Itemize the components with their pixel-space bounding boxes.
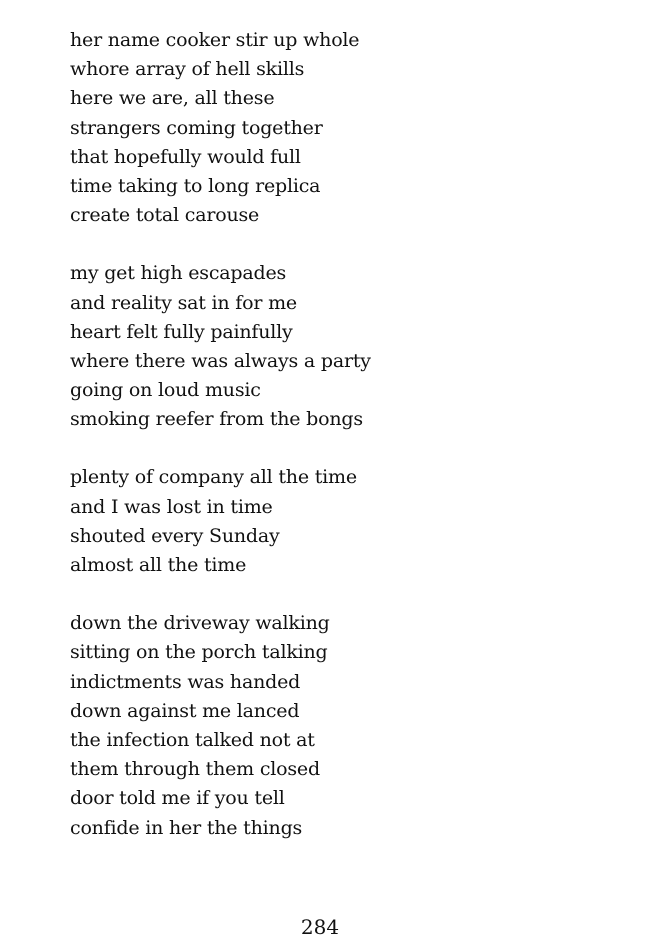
poem-line: going on loud music [70, 379, 261, 402]
poem-line: where there was always a party [70, 349, 371, 372]
poem-line: smoking reefer from the bongs [70, 408, 363, 431]
poem-line: whore array of hell skills [70, 58, 305, 81]
poem-text [70, 26, 590, 872]
poem-line: confide in her the things [70, 816, 303, 839]
poem-line: here we are, all these [70, 87, 275, 110]
stanza-1 [70, 26, 590, 230]
poem-line: them through them closed [70, 758, 320, 781]
poem-line: almost all the time [70, 554, 247, 576]
stanza-3 [70, 463, 590, 580]
poem-line: and I was lost in time [70, 495, 273, 518]
poem-line: her name cooker stir up whole [70, 29, 360, 51]
poem-line: my get high escapades [70, 262, 287, 285]
stanza-4 [70, 609, 590, 843]
poem-line: indictments was handed [70, 670, 301, 693]
poem-line: and reality sat in for me [70, 291, 297, 314]
poem-line: door told me if you tell [70, 787, 285, 810]
poem-line: that hopefully would full [70, 145, 301, 168]
poem-line: down the driveway walking [70, 612, 330, 635]
poem-line: the infection talked not at [70, 728, 315, 751]
poem-line: down against me lanced [70, 699, 300, 722]
poem-line: plenty of company all the time [70, 466, 357, 489]
poem-line: create total carouse [70, 204, 260, 227]
poem-line: heart felt fully painfully [70, 320, 293, 343]
page-number: 284 [300, 915, 340, 939]
poem-line: time taking to long replica [70, 174, 321, 197]
poem-line: sitting on the porch talking [70, 641, 328, 664]
poem-line: shouted every Sunday [70, 524, 280, 547]
stanza-2 [70, 259, 590, 434]
poem-line: strangers coming together [70, 116, 323, 139]
